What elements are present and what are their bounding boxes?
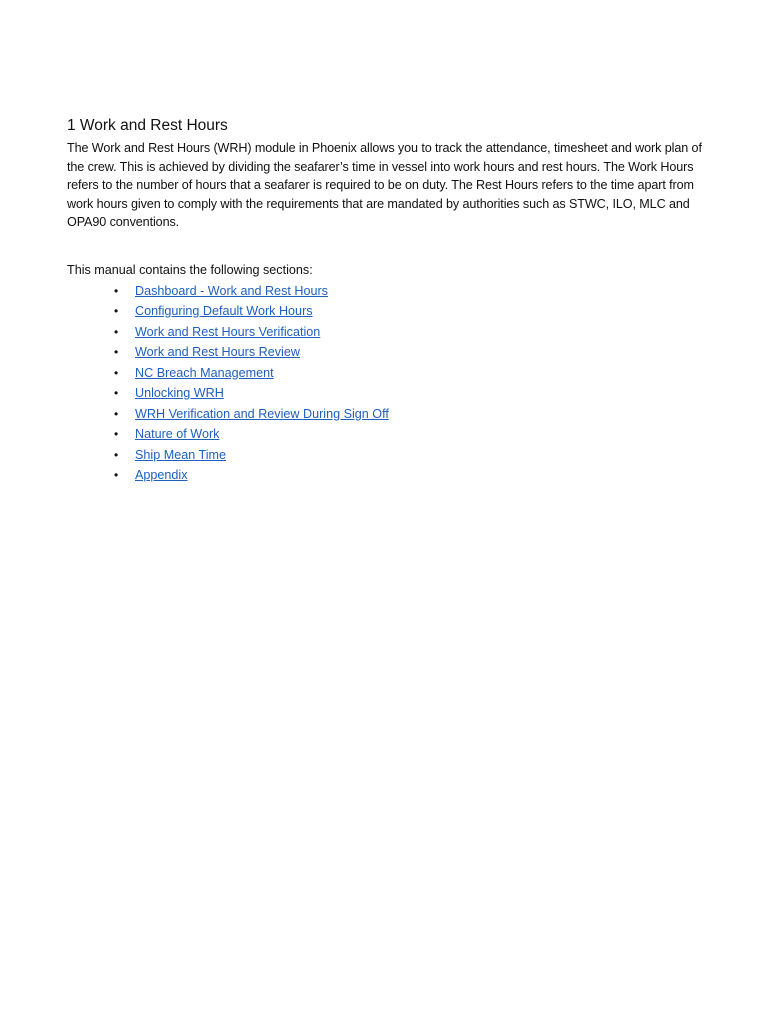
list-item bbox=[67, 465, 707, 486]
bullet-icon: • bbox=[114, 304, 119, 318]
list-item bbox=[67, 404, 707, 425]
bullet-icon: • bbox=[114, 447, 119, 462]
sections-lead-text: This manual contains the following sections: bbox=[67, 262, 313, 277]
link-unlocking-wrh[interactable]: Unlocking WRH bbox=[135, 386, 224, 400]
bullet-icon: • bbox=[114, 365, 119, 380]
link-work-and-rest-hours-verification[interactable]: Work and Rest Hours Verification bbox=[135, 324, 321, 339]
link-nc-breach-management[interactable]: NC Breach Management bbox=[135, 365, 274, 380]
link-wrh-verification-and-review-during-sign-off[interactable]: WRH Verification and Review During Sign Off bbox=[135, 406, 389, 421]
list-item bbox=[67, 322, 707, 343]
list-item bbox=[67, 342, 707, 363]
link-nature-of-work[interactable]: Nature of Work bbox=[135, 427, 220, 441]
section-heading: 1 Work and Rest Hours bbox=[67, 117, 228, 134]
link-ship-mean-time[interactable]: Ship Mean Time bbox=[135, 447, 226, 462]
bullet-icon: • bbox=[114, 406, 119, 421]
bullet-icon: • bbox=[114, 386, 119, 400]
intro-paragraph: The Work and Rest Hours (WRH) module in Phoenix allows you to track the attendance, timesheet and work plan of the crew. This is achieved by dividing the seafarer’s time in vessel into work hours and rest hours. The Work Hours refers to the number of hours that a seafarer is required to be on duty. The Rest Hours refers to the time apart from work hours given to comply with the requirements that are mandated by authorities such as STWC, ILO, MLC and OPA90 conventions. bbox=[67, 141, 702, 229]
link-dashboard-work-and-rest-hours[interactable]: Dashboard - Work and Rest Hours bbox=[135, 283, 328, 298]
section-link-list bbox=[67, 281, 707, 486]
link-appendix[interactable]: Appendix bbox=[135, 468, 188, 482]
bullet-icon: • bbox=[114, 324, 119, 339]
list-item bbox=[67, 281, 707, 302]
list-item bbox=[67, 424, 707, 445]
bullet-icon: • bbox=[114, 283, 119, 298]
link-work-and-rest-hours-review[interactable]: Work and Rest Hours Review bbox=[135, 345, 300, 359]
bullet-icon: • bbox=[114, 468, 119, 482]
list-item bbox=[67, 363, 707, 384]
bullet-icon: • bbox=[114, 345, 119, 359]
list-item bbox=[67, 301, 707, 322]
bullet-icon: • bbox=[114, 427, 119, 441]
link-configuring-default-work-hours[interactable]: Configuring Default Work Hours bbox=[135, 304, 313, 318]
document-page bbox=[67, 116, 707, 486]
list-item bbox=[67, 445, 707, 466]
list-item bbox=[67, 383, 707, 404]
